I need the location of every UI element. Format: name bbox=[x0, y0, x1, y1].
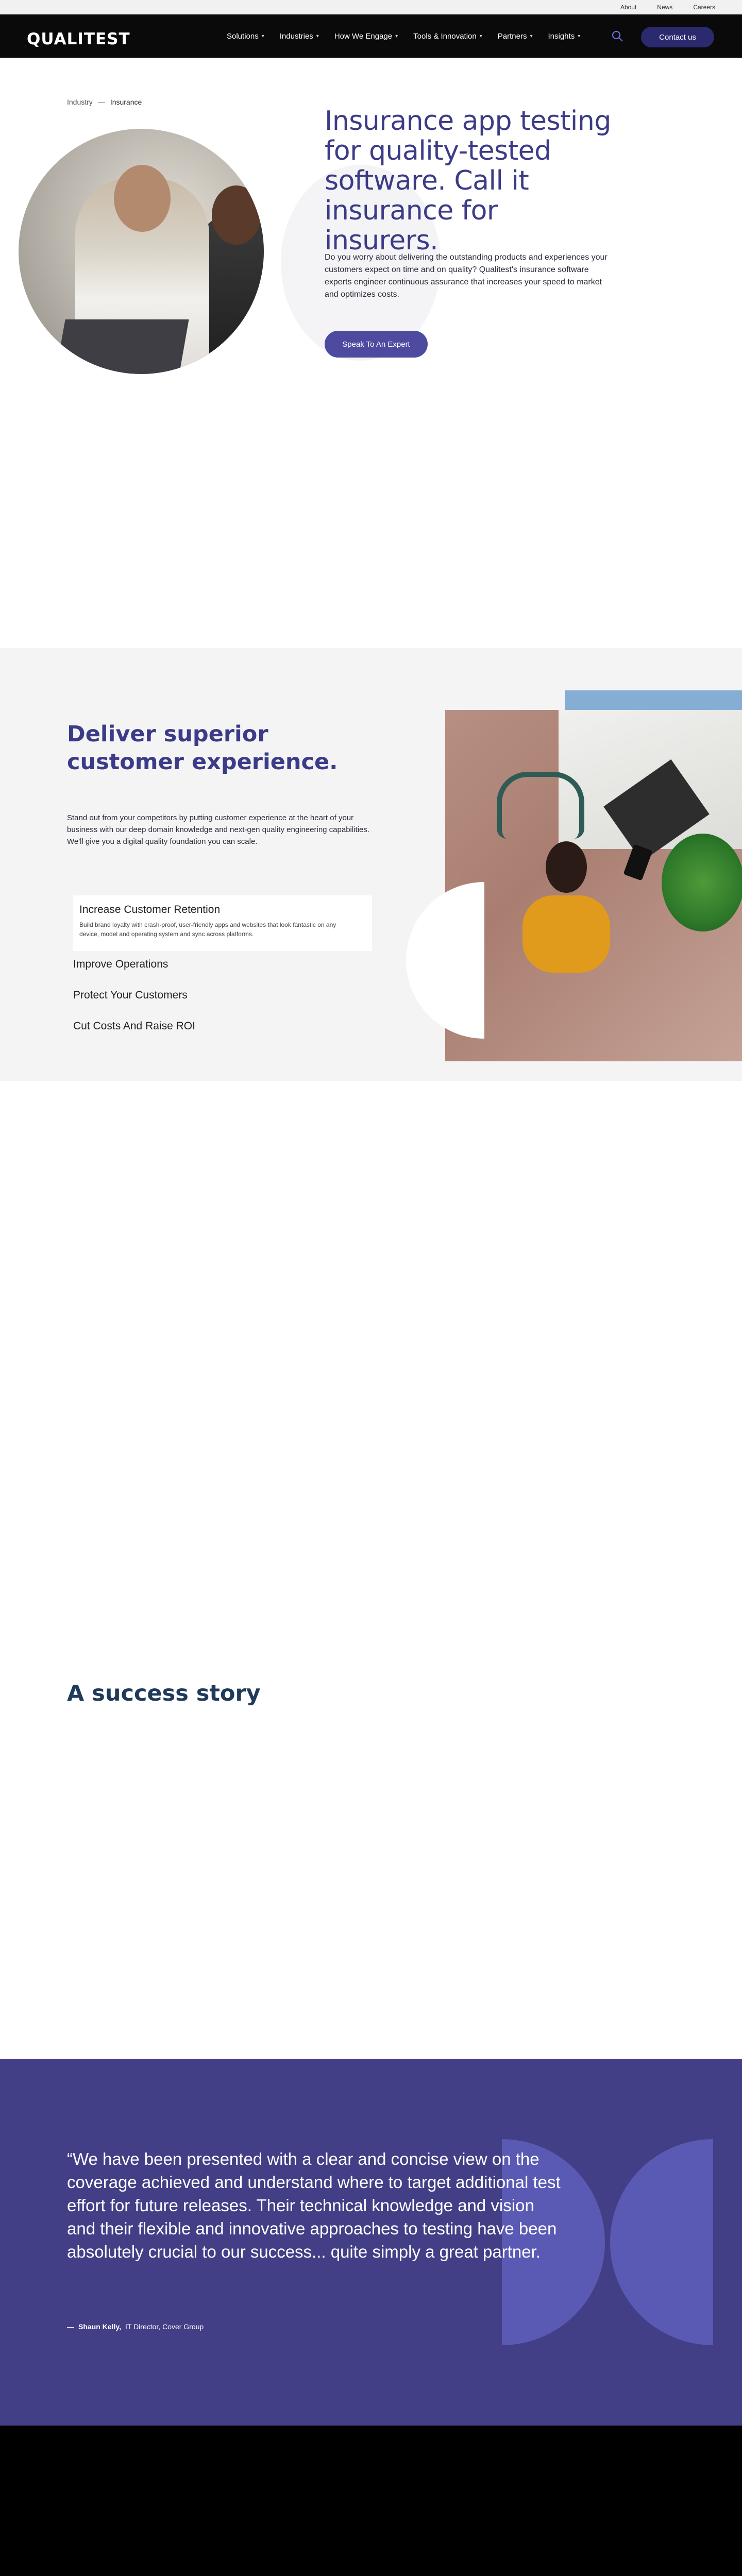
testimonial-author: — Shaun Kelly, IT Director, Cover Group bbox=[67, 2323, 204, 2331]
author-role: IT Director, Cover Group bbox=[125, 2323, 204, 2331]
chevron-down-icon: ▾ bbox=[479, 33, 482, 39]
breadcrumb-industry[interactable]: Industry bbox=[67, 98, 93, 106]
speak-to-expert-button[interactable]: Speak To An Expert bbox=[325, 331, 428, 358]
testimonial-quote: “We have been presented with a clear and concise view on the coverage achieved and understand where to target additional test effort for future releases. Their technical knowledge and vision and their flexible and innovative approaches to testing have been absolutely crucial to our success... quite simply a great partner. bbox=[67, 2149, 561, 2261]
menu-item-tools-innovation[interactable]: Tools & Innovation ▾ bbox=[413, 31, 482, 41]
breadcrumb-separator-icon: — bbox=[97, 98, 105, 106]
chevron-down-icon: ▾ bbox=[316, 33, 319, 39]
workspace-photo bbox=[445, 710, 742, 1061]
breadcrumb bbox=[67, 98, 142, 106]
utility-link-news[interactable]: News bbox=[657, 4, 673, 11]
author-name: Shaun Kelly, bbox=[78, 2323, 121, 2331]
accordion-description: Build brand loyalty with crash-proof, user-friendly apps and websites that look fantastic on any device, model and operating system and sync across platforms. bbox=[79, 921, 336, 938]
hero-image bbox=[19, 129, 264, 374]
menu-item-solutions[interactable]: Solutions ▾ bbox=[227, 31, 264, 41]
accordion-item-operations[interactable]: Improve Operations bbox=[73, 958, 168, 970]
menu-item-how-we-engage[interactable]: How We Engage ▾ bbox=[334, 31, 398, 41]
success-story-title: A success story bbox=[67, 1681, 261, 1706]
section-description: Stand out from your competitors by putting customer experience at the heart of your business with our deep domain knowledge and next-gen quality engineering capabilities. We'll give you a digital quality foundation you can scale. bbox=[67, 814, 370, 846]
utility-link-careers[interactable]: Careers bbox=[693, 4, 715, 11]
page-title: Insurance app testing for quality-tested software. Call it insurance for insurers. bbox=[325, 106, 611, 256]
accordion-title: Increase Customer Retention bbox=[79, 904, 221, 916]
chevron-down-icon: ▾ bbox=[261, 33, 264, 39]
chevron-down-icon: ▾ bbox=[395, 33, 398, 39]
utility-link-about[interactable]: About bbox=[620, 4, 637, 11]
contact-us-button[interactable]: Contact us bbox=[641, 27, 714, 47]
menu-item-insights[interactable]: Insights ▾ bbox=[548, 31, 581, 41]
accordion-item-protect[interactable]: Protect Your Customers bbox=[73, 989, 188, 1001]
menu-item-partners[interactable]: Partners ▾ bbox=[497, 31, 533, 41]
media-section bbox=[0, 2426, 742, 2576]
accordion-item-retention[interactable] bbox=[73, 895, 372, 951]
main-nav bbox=[0, 14, 742, 58]
breadcrumb-current: Insurance bbox=[110, 98, 142, 106]
hero-description: Do you worry about delivering the outstanding products and experiences your customers expect on time and on quality? Qualitest's insurance software experts engineer continuous assurance that increases your speed to market and optimizes costs. bbox=[325, 253, 608, 299]
accordion-item-costs[interactable]: Cut Costs And Raise ROI bbox=[73, 1020, 195, 1032]
main-menu bbox=[227, 14, 580, 58]
utility-bar bbox=[0, 0, 742, 14]
chevron-down-icon: ▾ bbox=[578, 33, 581, 39]
section-title: Deliver superior customer experience. bbox=[67, 721, 338, 775]
search-icon[interactable] bbox=[611, 30, 623, 42]
menu-item-industries[interactable]: Industries ▾ bbox=[279, 31, 319, 41]
chevron-down-icon: ▾ bbox=[530, 33, 533, 39]
site-logo[interactable]: QUALITEST bbox=[27, 30, 130, 48]
